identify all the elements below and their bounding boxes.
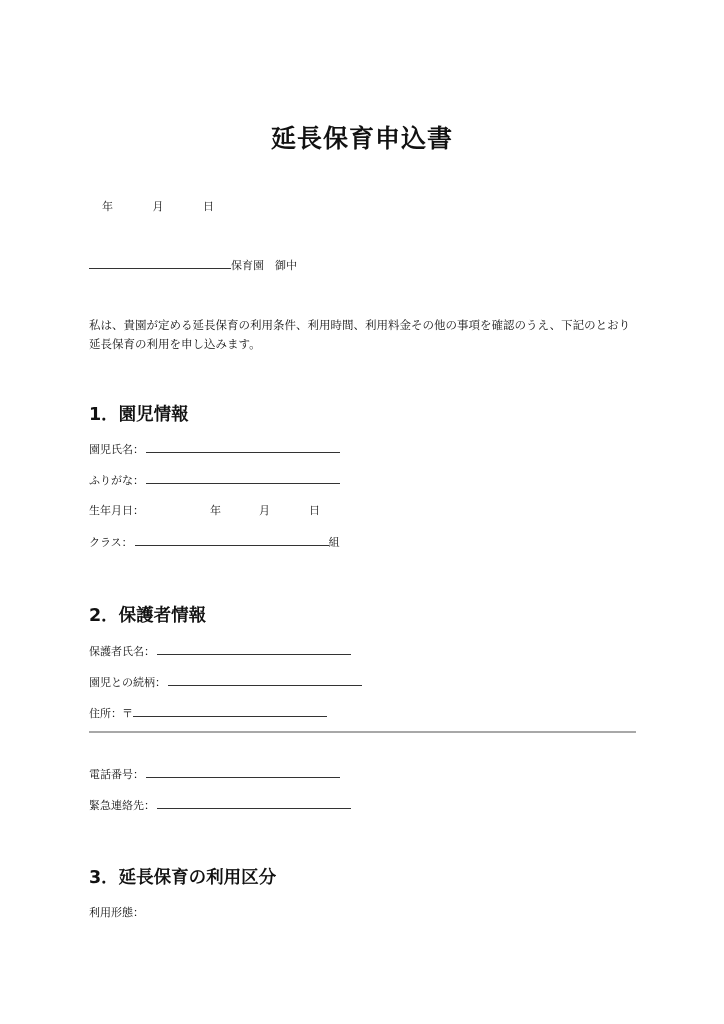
document-title: 延長保育申込書: [270, 124, 453, 153]
emergency-row: [89, 796, 351, 813]
date-year-label: 年: [102, 200, 113, 213]
address-continuation-line[interactable]: [89, 731, 636, 733]
guardian-name-label: 保護者氏名：: [89, 645, 155, 658]
birthdate-month: 月: [259, 504, 270, 517]
furigana-row: [89, 471, 340, 488]
address-blank[interactable]: [133, 704, 327, 717]
date-day-label: 日: [203, 200, 214, 213]
address-label: 住所：〒: [89, 707, 133, 720]
child-name-label: 園児氏名：: [89, 443, 144, 456]
phone-blank[interactable]: [146, 765, 340, 778]
birthdate-label: 生年月日：: [89, 504, 144, 517]
class-blank[interactable]: [135, 533, 329, 546]
birthdate-year: 年: [210, 504, 221, 517]
birthdate-row: [89, 502, 144, 518]
addressee-suffix: 保育園 御中: [231, 259, 297, 272]
emergency-blank[interactable]: [157, 796, 351, 809]
section1-heading: 1．園児情報: [89, 405, 189, 425]
relation-blank[interactable]: [168, 673, 362, 686]
class-row: [89, 533, 340, 550]
addressee-line: [89, 256, 297, 273]
intro-paragraph: 私は、貴園が定める延長保育の利用条件、利用時間、利用料金その他の事項を確認のうえ、下記のとおり延長保育の利用を申し込みます。: [89, 318, 631, 351]
guardian-name-row: [89, 642, 351, 659]
phone-row: [89, 765, 340, 782]
class-label: クラス：: [89, 536, 133, 549]
birthdate-day: 日: [309, 504, 320, 517]
furigana-blank[interactable]: [146, 471, 340, 484]
furigana-label: ふりがな：: [89, 474, 144, 487]
class-suffix: 組: [328, 536, 340, 549]
child-name-row: [89, 440, 340, 457]
date-month-label: 月: [152, 200, 164, 213]
relation-row: [89, 673, 362, 690]
relation-label: 園児との続柄：: [89, 676, 166, 689]
nursery-name-blank[interactable]: [89, 256, 231, 269]
address-row: [89, 704, 327, 721]
emergency-label: 緊急連絡先：: [89, 799, 155, 812]
child-name-blank[interactable]: [146, 440, 340, 453]
section3-heading: 3．延長保育の利用区分: [89, 868, 277, 888]
usage-type-label: 利用形態：: [89, 906, 144, 919]
section2-heading: 2．保護者情報: [89, 606, 207, 626]
phone-label: 電話番号：: [89, 768, 144, 781]
usage-type-row: [89, 904, 144, 920]
date-line: [102, 198, 214, 214]
guardian-name-blank[interactable]: [157, 642, 351, 655]
